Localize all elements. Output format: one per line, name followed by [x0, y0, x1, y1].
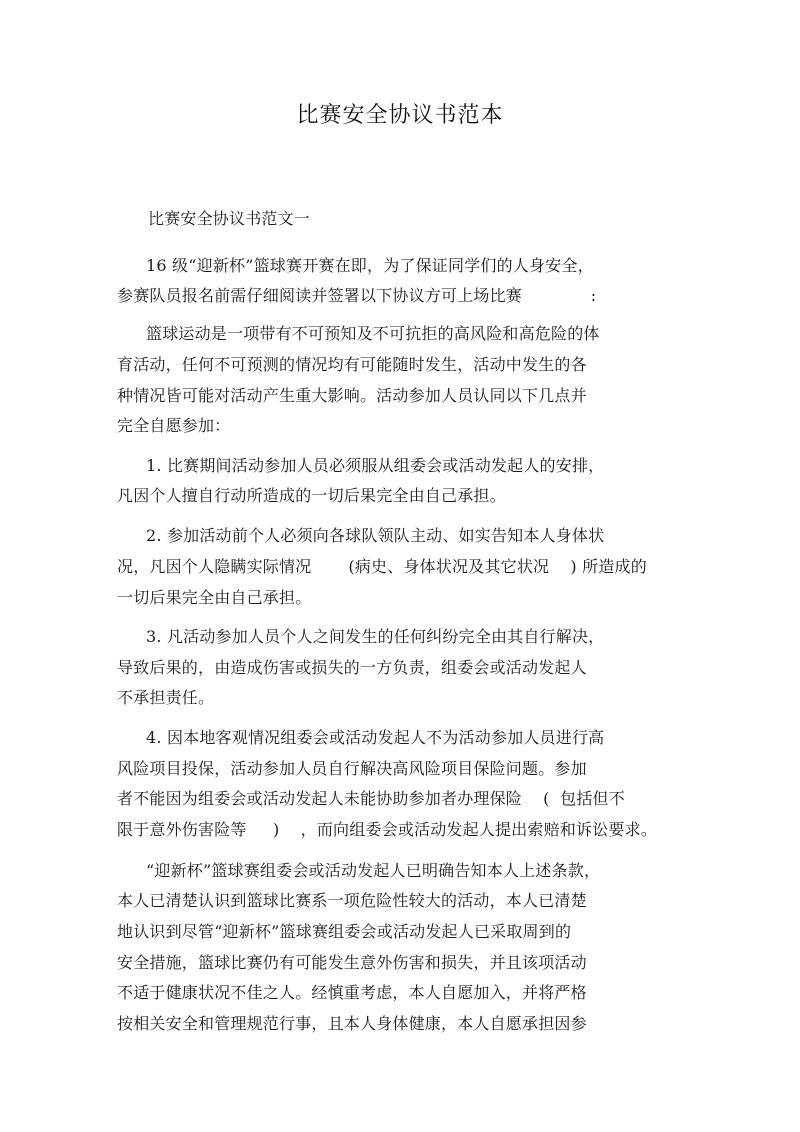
- paragraph-line: 不适于健康状况不佳之人。经慎重考虑，本人自愿加入，并将严格: [117, 983, 587, 1002]
- paragraph-line: 参赛队员报名前需仔细阅读并签署以下协议方可上场比赛 :: [117, 286, 597, 305]
- paragraph-line: 本人已清楚认识到篮球比赛系一项危险性较大的活动，本人已清楚: [117, 891, 587, 910]
- paragraph-line: 风险项目投保，活动参加人员自行解决高风险项目保险问题。参加: [117, 759, 587, 778]
- paragraph-line: 完全自愿参加：: [117, 416, 231, 435]
- paragraph-line: 凡因个人擅自行动所造成的一切后果完全由自己承担。: [117, 486, 506, 505]
- paragraph-line: 安全措施，篮球比赛仍有可能发生意外伤害和损失，并且该项活动: [117, 953, 587, 972]
- paragraph-line: 者不能因为组委会或活动发起人未能协助参加者办理保险 ( 包括但不: [117, 789, 625, 808]
- paragraph-line: 育活动，任何不可预测的情况均有可能随时发生，活动中发生的各: [117, 355, 587, 374]
- paragraph-line: 况，凡因个人隐瞒实际情况 (病史、身体状况及其它状况 ) 所造成的: [117, 557, 647, 576]
- paragraph-line: 16 级“迎新杯”篮球赛开赛在即，为了保证同学们的人身安全，: [146, 256, 594, 275]
- paragraph-line: 一切后果完全由自己承担。: [117, 588, 312, 607]
- document-title: 比赛安全协议书范本: [296, 103, 504, 128]
- subheading: 比赛安全协议书范文一: [148, 209, 311, 228]
- paragraph-line: 不承担责任。: [117, 688, 215, 707]
- paragraph-line: 4. 因本地客观情况组委会或活动发起人不为活动参加人员进行高: [146, 728, 605, 747]
- paragraph-line: “迎新杯”篮球赛组委会或活动发起人已明确告知本人上述条款，: [146, 861, 601, 880]
- paragraph-line: 1. 比赛期间活动参加人员必须服从组委会或活动发起人的安排，: [146, 456, 605, 475]
- paragraph-line: 2. 参加活动前个人必须向各球队领队主动、如实告知本人身体状: [146, 526, 605, 545]
- paragraph-line: 按相关安全和管理规范行事，且本人身体健康，本人自愿承担因参: [117, 1014, 587, 1033]
- paragraph-line: 地认识到尽管“迎新杯”篮球赛组委会或活动发起人已采取周到的: [117, 922, 572, 941]
- paragraph-line: 3. 凡活动参加人员个人之间发生的任何纠纷完全由其自行解决，: [146, 627, 605, 646]
- paragraph-line: 种情况皆可能对活动产生重大影响。活动参加人员认同以下几点并: [117, 386, 587, 405]
- paragraph-line: 导致后果的，由造成伤害或损失的一方负责，组委会或活动发起人: [117, 658, 587, 677]
- paragraph-line: 篮球运动是一项带有不可预知及不可抗拒的高风险和高危险的体: [146, 324, 600, 343]
- paragraph-line: 限于意外伤害险等 ) ，而向组委会或活动发起人提出索赔和诉讼要求。: [117, 820, 658, 839]
